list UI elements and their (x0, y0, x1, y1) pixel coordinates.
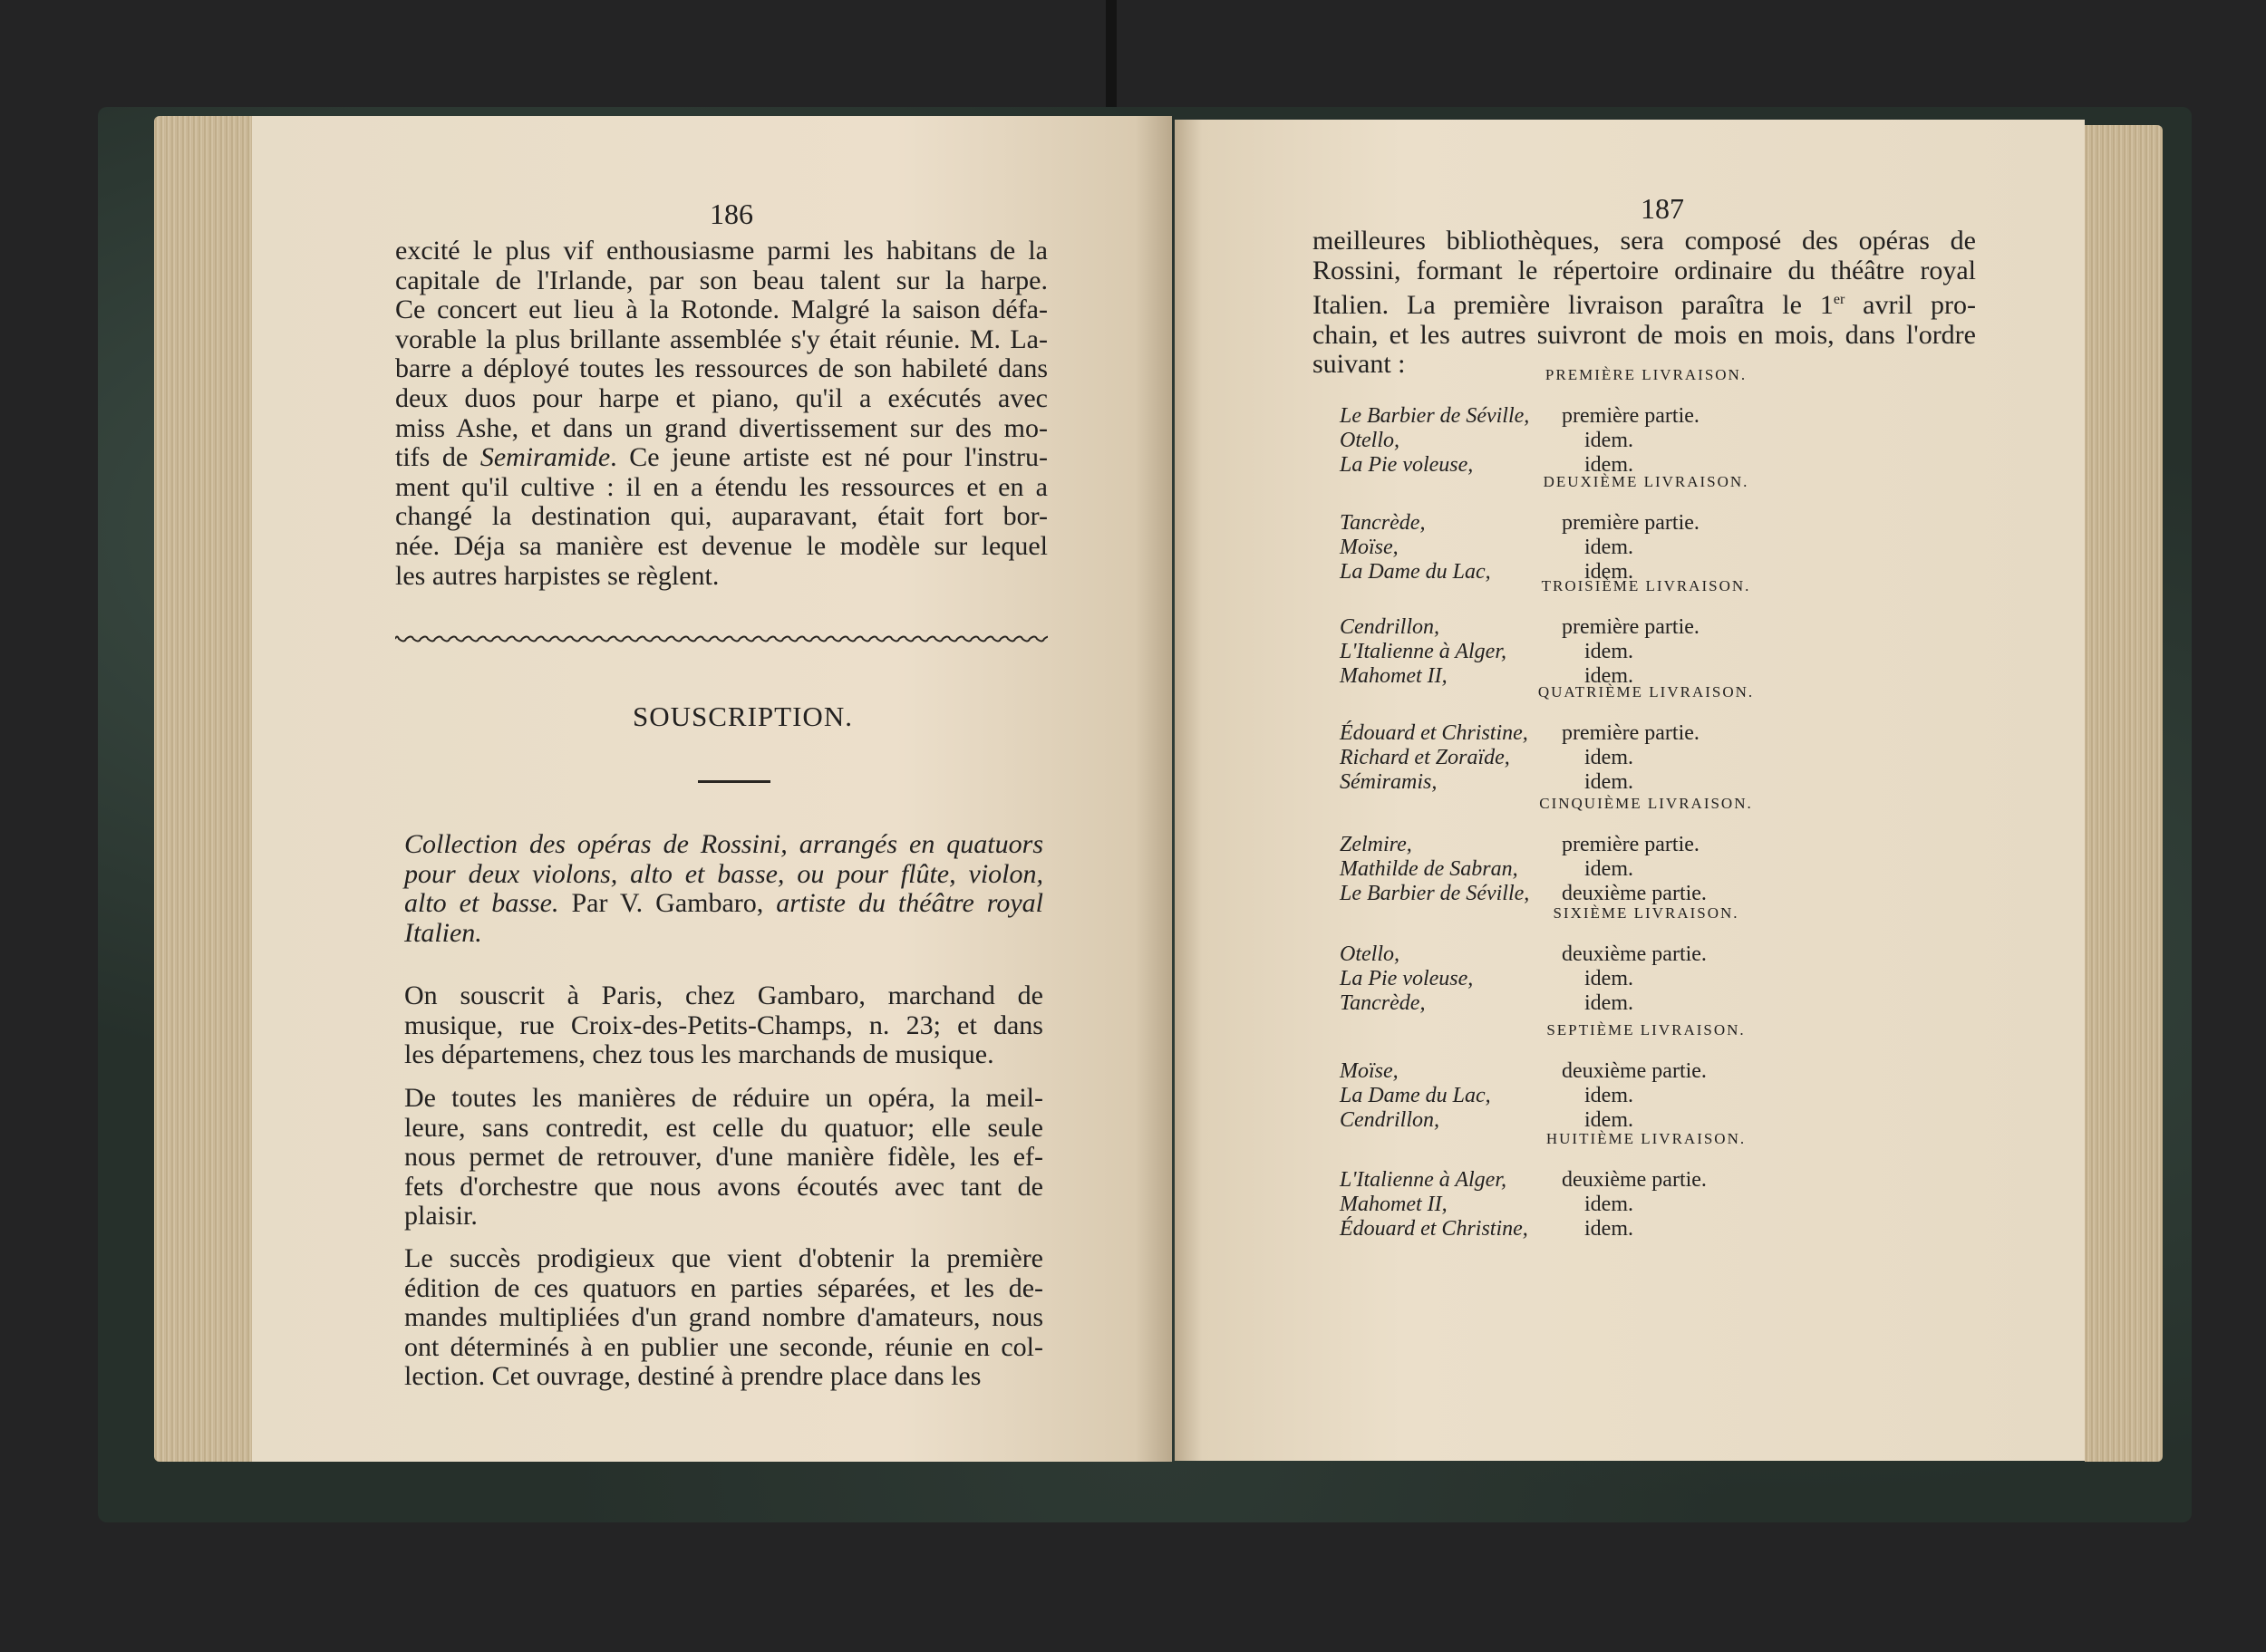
livraison-entry (1340, 942, 1847, 967)
opera-title: L'Italienne à Alger, (1340, 1168, 1507, 1192)
text-line: mandes multipliées d'un grand nombre d'amateurs, nous (404, 1302, 1043, 1333)
opera-title: La Pie voleuse, (1340, 453, 1474, 477)
opera-part: première partie. (1562, 833, 1700, 856)
livraison-entry (1340, 1084, 1847, 1108)
opera-title: L'Italienne à Alger, (1340, 640, 1507, 663)
opera-title: Moïse, (1340, 1059, 1399, 1083)
text-line: barre a déployé toutes les ressources de son habileté dans (395, 353, 1048, 384)
opera-title: Otello, (1340, 429, 1399, 452)
opera-part: deuxième partie. (1562, 882, 1707, 905)
opera-title: Sémiramis, (1340, 770, 1438, 794)
text-line: Collection des opéras de Rossini, arrangés en quatuors (404, 829, 1043, 859)
page-edges-left (154, 116, 254, 1462)
livraison-entry (1340, 967, 1847, 991)
opera-part: idem. (1584, 967, 1633, 990)
paragraph-2 (404, 981, 1043, 1070)
livraison-entry (1340, 770, 1847, 795)
livraison-heading: TROISIÈME LIVRAISON. (1541, 577, 1751, 594)
livraison-entry (1340, 1217, 1847, 1241)
opera-title: Richard et Zoraïde, (1340, 746, 1510, 769)
text-line: plaisir. (404, 1201, 478, 1232)
livraison-heading: HUITIÈME LIVRAISON. (1545, 1130, 1747, 1147)
opera-title: Cendrillon, (1340, 1108, 1440, 1132)
opera-part: idem. (1584, 1217, 1633, 1241)
livraison-entry (1340, 1168, 1847, 1193)
opera-title: Tancrède, (1340, 511, 1426, 535)
opera-part: idem. (1584, 429, 1633, 452)
livraison-entry (1340, 1059, 1847, 1084)
text-line: excité le plus vif enthousiasme parmi les habitans de la (395, 236, 1048, 266)
opera-part: idem. (1584, 1193, 1633, 1216)
text-line: Italien. (404, 917, 482, 948)
text-line: les départemens, chez tous les marchands de musique. (404, 1039, 994, 1070)
livraison-entry (1340, 640, 1847, 664)
paragraph-1 (395, 237, 1048, 591)
livraison-entry (1340, 857, 1847, 882)
text-line: lection. Cet ouvrage, destiné à prendre place dans les (404, 1361, 982, 1392)
text-line: deux duos pour harpe et piano, qu'il a exécutés avec (395, 382, 1048, 413)
livraison-heading: SIXIÈME LIVRAISON. (1553, 904, 1739, 922)
text-line: Le succès prodigieux que vient d'obtenir la première (404, 1243, 1043, 1273)
livraison-entry (1340, 833, 1847, 857)
livraison-entry (1340, 511, 1847, 536)
opera-part: idem. (1584, 1108, 1633, 1132)
livraison-heading: PREMIÈRE LIVRAISON. (1545, 366, 1748, 383)
text-line: Italien. La première livraison paraîtra le 1er avril pro- (1312, 290, 1976, 321)
left-page (252, 116, 1172, 1462)
opera-title: La Pie voleuse, (1340, 967, 1474, 990)
text-line: vorable la plus brillante assemblée s'y était réunie. M. La- (395, 324, 1048, 354)
opera-title: Mahomet II, (1340, 1193, 1448, 1216)
text-line: ont déterminés à en publier une seconde, réunie en col- (404, 1331, 1043, 1362)
text-line: édition de ces quatuors en parties séparées, et les de- (404, 1272, 1043, 1303)
livraison-entry (1340, 746, 1847, 770)
opera-part: première partie. (1562, 721, 1700, 745)
livraison-heading: SEPTIÈME LIVRAISON. (1546, 1021, 1746, 1039)
opera-title: Zelmire, (1340, 833, 1412, 856)
opera-part: première partie. (1562, 615, 1700, 639)
section-heading: SOUSCRIPTION. (633, 700, 853, 732)
livraison-entry (1340, 404, 1847, 429)
text-line: miss Ashe, et dans un grand divertissement sur des mo- (395, 412, 1048, 443)
opera-part: première partie. (1562, 404, 1700, 428)
opera-part: idem. (1584, 560, 1633, 584)
short-rule (698, 780, 770, 783)
opera-title: La Dame du Lac, (1340, 560, 1491, 584)
text-line: fets d'orchestre que nous avons écoutés avec tant de (404, 1171, 1043, 1202)
text-line: alto et basse. Par V. Gambaro, artiste du théâtre royal (404, 888, 1043, 919)
livraison-heading: DEUXIÈME LIVRAISON. (1543, 473, 1749, 490)
livraison-entry (1340, 429, 1847, 453)
opera-title: Le Barbier de Séville, (1340, 404, 1530, 428)
opera-title: Édouard et Christine, (1340, 721, 1528, 745)
opera-part: idem. (1584, 536, 1633, 559)
opera-part: deuxième partie. (1562, 1168, 1707, 1192)
text-line: Ce concert eut lieu à la Rotonde. Malgré la saison défa- (395, 295, 1048, 325)
opera-part: deuxième partie. (1562, 1059, 1707, 1083)
opera-title: Mahomet II, (1340, 664, 1448, 688)
livraison-entry (1340, 721, 1847, 746)
opera-title: La Dame du Lac, (1340, 1084, 1491, 1107)
right-page (1175, 120, 2085, 1461)
opera-part: idem. (1584, 991, 1633, 1015)
text-line: les autres harpistes se règlent. (395, 560, 720, 591)
intro-paragraph (1312, 227, 1976, 380)
livraison-entry (1340, 1108, 1847, 1133)
text-line: pour deux violons, alto et basse, ou pour flûte, violon, (404, 858, 1043, 889)
opera-part: idem. (1584, 640, 1633, 663)
text-line: Rossini, formant le répertoire ordinaire du théâtre royal (1312, 255, 1976, 285)
text-line: On souscrit à Paris, chez Gambaro, marchand de (404, 981, 1043, 1010)
livraison-entry (1340, 882, 1847, 906)
text-line: nous permet de retrouver, d'une manière fidèle, les ef- (404, 1142, 1043, 1173)
livraison-entry (1340, 615, 1847, 640)
page-edges-right (2085, 125, 2163, 1462)
text-line: capitale de l'Irlande, par son beau talent sur la harpe. (395, 265, 1048, 295)
opera-part: idem. (1584, 746, 1633, 769)
livraison-entry (1340, 991, 1847, 1016)
text-line: ment qu'il cultive : il en a étendu les ressources et en a (395, 471, 1048, 502)
livraison-heading: QUATRIÈME LIVRAISON. (1537, 683, 1755, 700)
text-line: suivant : (1312, 349, 1406, 380)
opera-title: Tancrède, (1340, 991, 1426, 1015)
paragraph-4 (404, 1244, 1043, 1392)
opera-title: Cendrillon, (1340, 615, 1440, 639)
opera-part: idem. (1584, 664, 1633, 688)
collection-title (404, 830, 1043, 948)
text-line: musique, rue Croix-des-Petits-Champs, n. 23; et dans (404, 1010, 1043, 1040)
livraison-entry (1340, 1193, 1847, 1217)
opera-part: idem. (1584, 770, 1633, 794)
text-line: tifs de Semiramide. Ce jeune artiste est né pour l'instru- (395, 442, 1048, 473)
text-line: De toutes les manières de réduire un opéra, la meil- (404, 1083, 1043, 1113)
text-line: changé la destination qui, auparavant, était fort bor- (395, 501, 1048, 532)
livraison-heading: CINQUIÈME LIVRAISON. (1539, 795, 1753, 812)
opera-title: Mathilde de Sabran, (1340, 857, 1518, 881)
page-number-right: 187 (1641, 192, 1684, 225)
wavy-rule (395, 633, 1048, 645)
opera-part: idem. (1584, 1084, 1633, 1107)
text-line: meilleures bibliothèques, sera composé des opéras de (1312, 226, 1976, 256)
opera-part: idem. (1584, 453, 1633, 477)
text-line: née. Déja sa manière est devenue le modèle sur lequel (395, 530, 1048, 561)
opera-part: deuxième partie. (1562, 942, 1707, 966)
opera-title: Le Barbier de Séville, (1340, 882, 1530, 905)
opera-part: idem. (1584, 857, 1633, 881)
text-line: leure, sans contredit, est celle du quatuor; elle seule (404, 1112, 1043, 1143)
text-line: chain, et les autres suivront de mois en mois, dans l'ordre (1312, 319, 1976, 350)
page-number-left: 186 (710, 198, 753, 230)
livraison-entry (1340, 536, 1847, 560)
opera-title: Moïse, (1340, 536, 1399, 559)
paragraph-3 (404, 1084, 1043, 1232)
opera-title: Édouard et Christine, (1340, 1217, 1528, 1241)
opera-part: première partie. (1562, 511, 1700, 535)
opera-title: Otello, (1340, 942, 1399, 966)
